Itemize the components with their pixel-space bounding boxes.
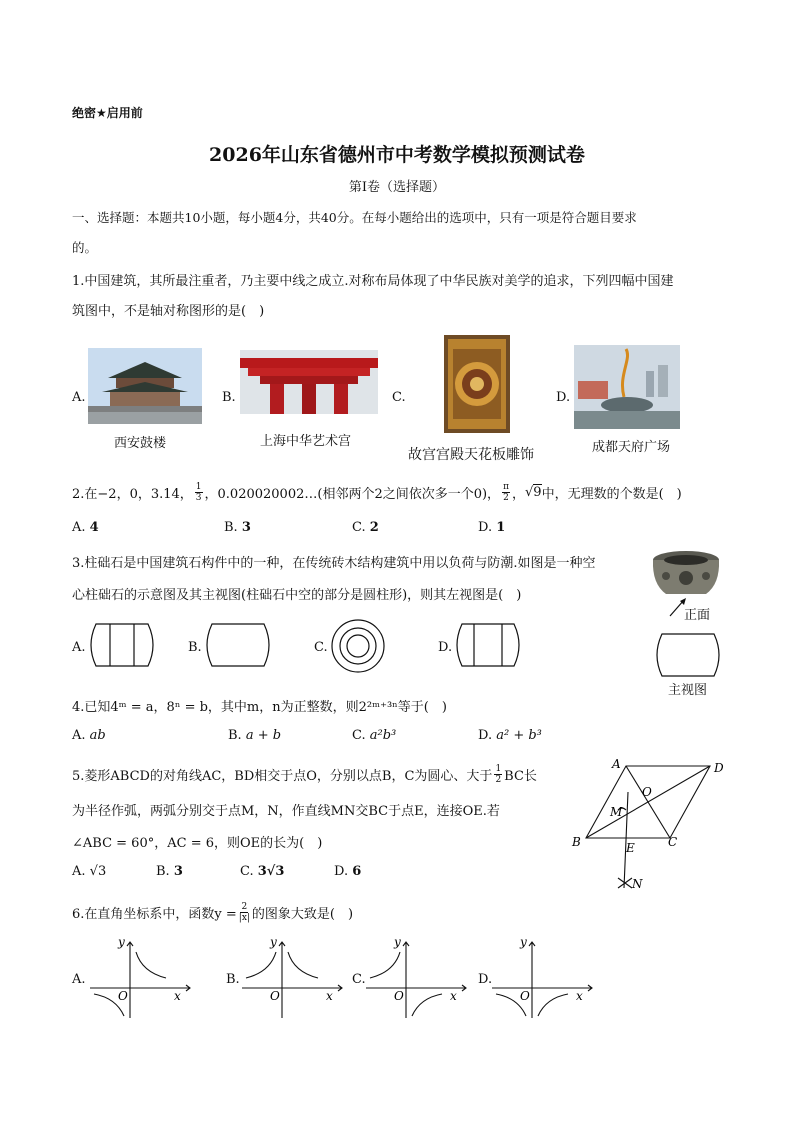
q4-option-a: A. ab [72,728,106,743]
q6-b-origin: O [270,989,280,1003]
q5-option-c: C. 3√3 [240,864,285,879]
q6-graph-a [86,934,196,1022]
section-instruction-line2: 的。 [72,240,98,255]
q2-option-a: A. 4 [72,520,99,535]
q5-option-d: D. 6 [334,864,362,879]
palace-ceiling-carving-image [444,335,510,433]
volume-title: 第I卷（选择题） [348,180,446,195]
q1-stem-line1: 1.中国建筑，其所最注重者，乃主要中线之成立.对称布局体现了中华民族对美学的追求，下列四幅中国建 [72,274,674,289]
xian-drum-tower-image [88,348,202,424]
q5-half-num: 1 [495,764,502,774]
label-a: A [612,757,621,771]
q6-stem-part-a: 6.在直角坐标系中，函数y = [72,907,237,922]
q1-caption-b: 上海中华艺术宫 [260,434,352,449]
label-b: B [572,835,581,849]
q6-option-b: B. [226,972,240,987]
front-label: 正面 [684,608,711,623]
q1-option-d: D. [556,390,571,405]
q4-option-b: B. a + b [228,728,282,743]
q3-option-a-figure [88,622,156,668]
q1-stem-line2: 筑图中，不是轴对称图形的是( ) [72,304,265,319]
q1-caption-a: 西安鼓楼 [114,436,167,451]
q6-option-c: C. [352,972,366,987]
q6-a-axis-y: y [118,935,125,949]
q1-option-c: C. [392,390,406,405]
q5-line1-part-b: BC长 [504,769,537,784]
q5-fraction-half [494,764,502,785]
q3-option-d-figure [454,622,522,668]
column-base-stone-image [650,548,722,600]
q6-option-a: A. [72,972,86,987]
q2-option-b: B. 3 [224,520,251,535]
q6-b-axis-x: x [326,989,333,1003]
q2-fraction-one-third [195,482,203,503]
q3-option-c-figure [330,618,386,674]
label-c: C [668,835,678,849]
q2-stem-part-a: 2.在−2，0，3.14， [72,487,193,502]
q6-b-axis-y: y [270,935,277,949]
q6-graph-d [488,934,598,1022]
q6-stem-part-b: 的图象大致是( ) [251,907,354,922]
q1-caption-c: 故宫宫殿天花板雕饰 [408,447,534,463]
label-n: N [632,877,643,891]
q2-option-d: D. 1 [478,520,506,535]
q6-frac-den: |x| [238,913,250,923]
q1-option-a: A. [72,390,86,405]
q2-frac-num: 1 [195,482,202,492]
china-art-palace-image [240,350,378,414]
label-m: M [610,805,623,819]
main-view-label: 主视图 [668,683,708,698]
q6-a-axis-x: x [174,989,181,1003]
label-e: E [626,841,635,855]
q6-graph-c [362,934,472,1022]
q3-option-b-figure [204,622,272,668]
q6-a-origin: O [118,989,128,1003]
label-d: D [714,761,724,775]
q2-pi-den: 2 [503,493,509,503]
q2-stem-part-c: ， [511,487,525,502]
q2-stem-part-b: ，0.020020002…(相邻两个2之间依次多一个0)， [204,487,501,502]
q2-option-c: C. 2 [352,520,379,535]
q6-c-axis-x: x [450,989,457,1003]
q2-stem-part-d: 中，无理数的个数是( ) [541,487,682,502]
q2-pi-num: π [503,482,509,492]
q5-line1-part-a: 5.菱形ABCD的对角线AC，BD相交于点O，分别以点B，C为圆心、大于 [72,769,493,784]
q6-fraction [239,902,250,923]
q2-sqrt: √9 [525,485,542,500]
q6-option-d: D. [478,972,493,987]
page-title: 2026年山东省德州市中考数学模拟预测试卷 [209,144,585,166]
main-view-figure [654,632,722,678]
q2-sqrt-value: 9 [533,485,542,500]
q6-d-origin: O [520,989,530,1003]
confidential-mark: 绝密★启用前 [72,106,143,120]
q4-option-c: C. a²b³ [352,728,397,743]
q5-stem-line2: 为半径作弧，两弧分别交于点M，N，作直线MN交BC于点E，连接OE.若 [72,804,500,819]
q3-option-c: C. [314,640,328,655]
q3-stem-line1: 3.柱础石是中国建筑石构件中的一种，在传统砖木结构建筑中用以负荷与防潮.如图是一种空 [72,556,596,571]
q2-stem [72,482,682,503]
q3-option-d: D. [438,640,453,655]
q6-frac-num: 2 [241,902,248,912]
q6-d-axis-x: x [576,989,583,1003]
q6-stem [72,902,353,923]
q5-option-a: A. √3 [72,864,107,879]
rhombus-figure [566,756,734,896]
tianfu-square-image [574,345,680,429]
q3-stem-line2: 心柱础石的示意图及其主视图(柱础石中空的部分是圆柱形)，则其左视图是( ) [72,588,522,603]
q2-fraction-pi-half [502,482,510,503]
q5-stem-line3: ∠ABC = 60°，AC = 6，则OE的长为( ) [72,836,323,851]
q2-frac-den: 3 [195,493,202,503]
label-o: O [642,785,652,799]
q5-half-den: 2 [495,775,502,785]
q1-option-b: B. [222,390,236,405]
q5-stem-line1 [72,764,537,785]
q5-option-b: B. 3 [156,864,183,879]
q4-stem: 4.已知4ᵐ = a，8ⁿ = b，其中m，n为正整数，则2²ᵐ⁺³ⁿ等于( ) [72,700,447,715]
q3-option-a: A. [72,640,86,655]
q6-c-axis-y: y [394,935,401,949]
section-instruction-line1: 一、选择题：本题共10小题，每小题4分，共40分。在每小题给出的选项中，只有一项是符合题目要求 [72,210,637,225]
q6-d-axis-y: y [520,935,527,949]
q6-graph-b [238,934,348,1022]
q3-option-b: B. [188,640,202,655]
q6-c-origin: O [394,989,404,1003]
q1-caption-d: 成都天府广场 [592,440,671,455]
q4-option-d: D. a² + b³ [478,728,542,743]
